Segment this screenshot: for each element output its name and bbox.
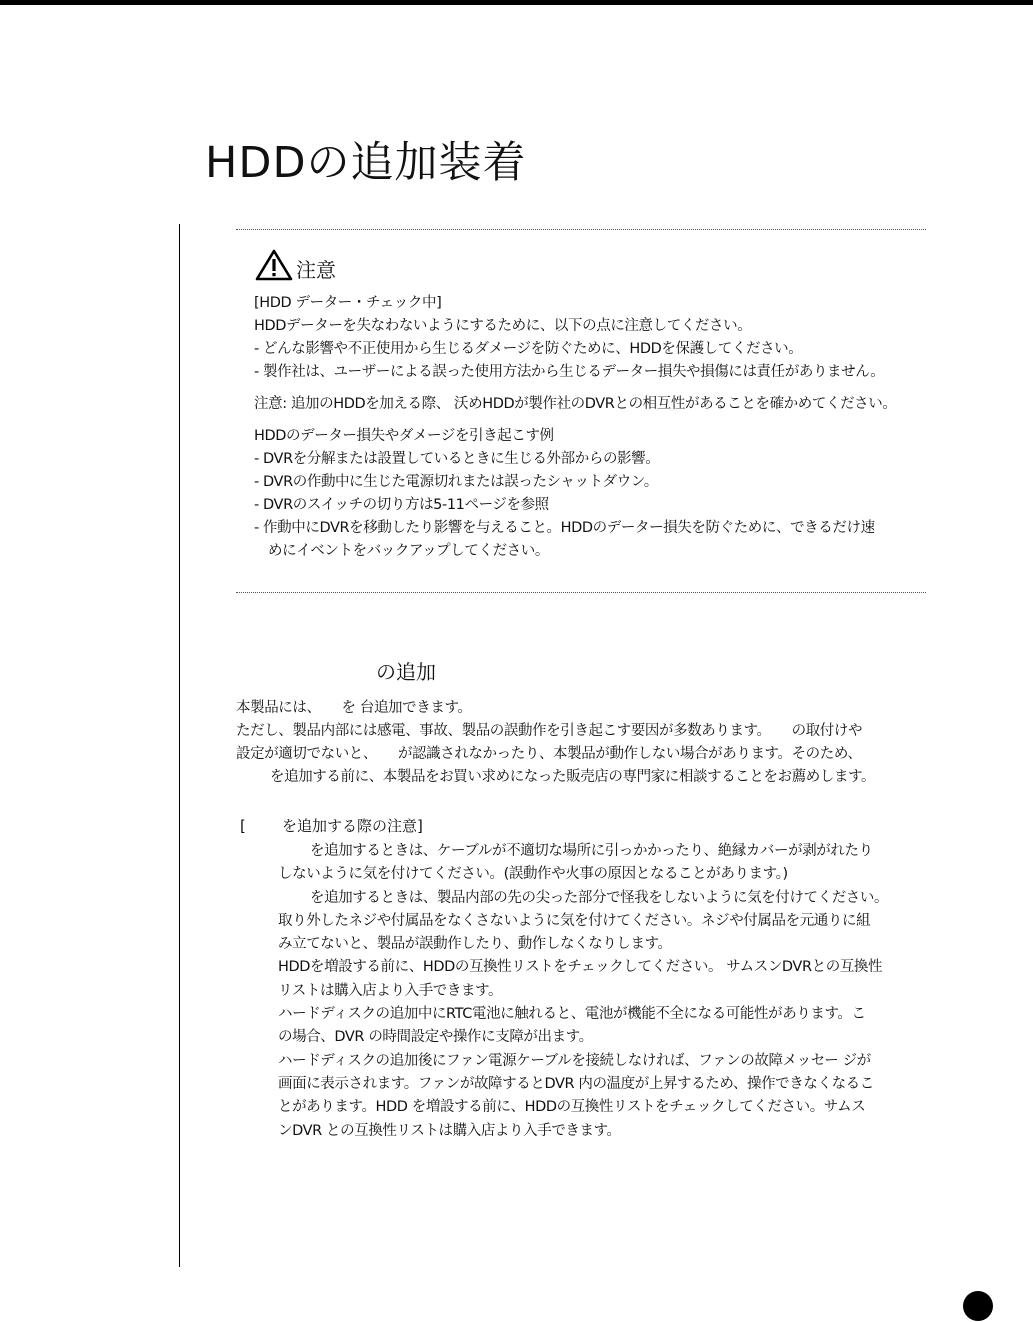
example-item: - DVRのスイッチの切り方は5-11ページを参照: [254, 497, 549, 513]
note-line: 取り外したネジや付属品をなくさないように気を付けてください。ネジや付属品を元通りに組: [278, 912, 871, 929]
note-line: ンDVR との互換性リストは購入店より入手できます。: [278, 1122, 621, 1139]
note-line: リストは購入店より入手できます。: [278, 982, 503, 999]
note-line: を追加するときは、ケーブルが不適切な場所に引っかかったり、絶縁カバーが剥がれたり: [310, 843, 873, 859]
notes-list: [278, 840, 958, 1143]
example-item: - DVRを分解または設置しているときに生じる外部からの影響。: [254, 451, 660, 467]
margin-rule: [179, 224, 180, 1267]
note-line: ハードディスクの追加後にファン電源ケーブルを接続しなければ、ファンの故障メッセー ジが: [278, 1052, 871, 1069]
caution-line: - どんな影響や不正使用から生じるダメージを防ぐために、HDDを保護してください。: [254, 341, 803, 357]
note-line: ハードディスクの追加中にRTC電池に触れると、電池が機能不全になる可能性があります。こ: [278, 1006, 866, 1023]
caution-note: 注意: 追加のHDDを加える際、 沃めHDDが製作社のDVRとの相互性があることを確かめてください。: [254, 396, 897, 412]
example-item: - DVRの作動中に生じた電源切れまたは誤ったシャットダウン。: [254, 474, 658, 490]
examples-title: HDDのデーター損失やダメージを引き起こす例: [254, 428, 554, 444]
notes-heading: [240, 815, 423, 836]
example-item: - 作動中にDVRを移動したり影響を与えること。HDDのデーター損失を防ぐために、できるだけ速: [254, 520, 875, 536]
caution-line: [HDD データー・チェック中]: [254, 295, 442, 311]
page-number-dot: [963, 1291, 993, 1321]
note-line: の場合、DVR の時間設定や操作に支障が出ます。: [278, 1029, 593, 1046]
body-line: を追加する前に、本製品をお買い求めになった販売店の専門家に相談することをお薦めします。: [270, 769, 876, 785]
caution-divider-bottom: [236, 592, 926, 593]
notes-bracket: [: [240, 817, 246, 835]
body-line: 設定が適切でないと、 が認識されなかったり、本製品が動作しない場合があります。そのため、: [236, 746, 862, 762]
caution-body: [254, 292, 954, 563]
note-line: み立てないと、製品が誤動作したり、動作しなくなりします。: [278, 936, 672, 953]
body-line: 本製品には、 を 台追加できます。: [236, 700, 472, 716]
notes-heading-text: を追加する際の注意]: [282, 817, 423, 835]
caution-divider-top: [236, 229, 926, 230]
top-rule: [0, 0, 1033, 5]
body-line: ただし、製品内部には感電、事故、製品の誤動作を引き起こす要因が多数あります。 の取付けや: [236, 723, 863, 739]
page-title: HDDの追加装着: [205, 138, 527, 188]
warning-triangle-icon: [254, 248, 294, 282]
note-line: HDDを増設する前に、HDDの互換性リストをチェックしてください。 サムスンDVRとの互換性: [278, 959, 883, 976]
note-line: とがあります。HDD を増設する前に、HDDの互換性リストをチェックしてください。サムス: [278, 1099, 866, 1116]
caution-label: 注意: [296, 258, 336, 282]
note-line: を追加するときは、製品内部の先の尖った部分で怪我をしないように気を付けてください。: [310, 889, 889, 906]
section-heading: の追加: [376, 660, 436, 684]
caution-line: HDDデーターを失なわないようにするために、以下の点に注意してください。: [254, 318, 752, 334]
note-line: しないように気を付けてください。(誤動作や火事の原因となることがあります。): [278, 866, 788, 883]
example-item-continued: めにイベントをバックアップしてください。: [268, 543, 549, 559]
note-line: 画面に表示されます。ファンが故障するとDVR 内の温度が上昇するため、操作できなくなるこ: [278, 1075, 874, 1092]
section-body: [236, 697, 956, 789]
caution-line: - 製作社は、ユーザーによる誤った使用方法から生じるデーター損失や損傷には責任がありません。: [254, 364, 885, 380]
